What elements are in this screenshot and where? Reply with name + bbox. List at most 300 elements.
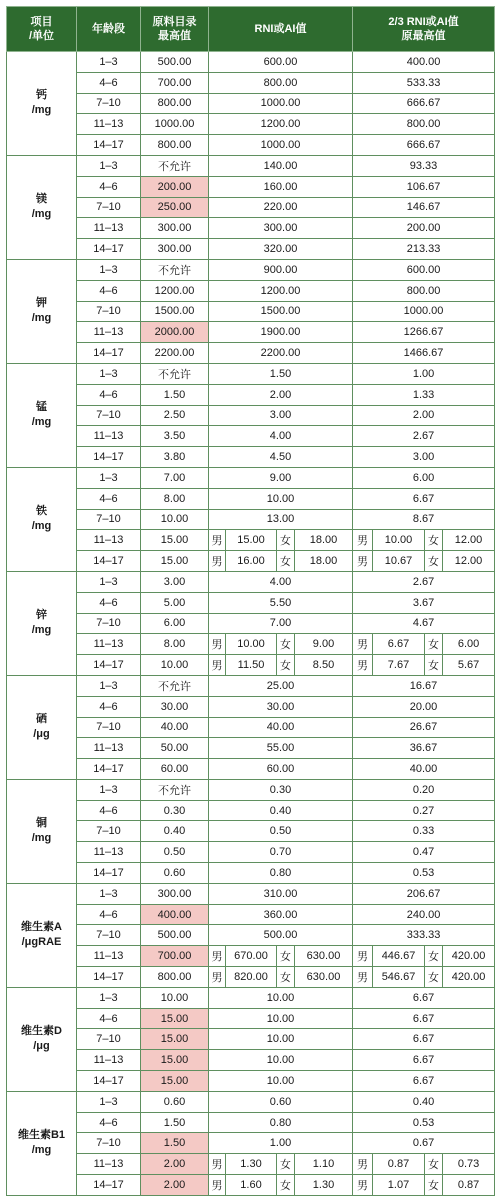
rni-cell: 1.50 <box>209 363 353 384</box>
nutrient-name: 硒 /μg <box>7 675 77 779</box>
sex-label-female: 女 <box>277 634 295 655</box>
sex-label-female: 女 <box>425 655 443 676</box>
sex-label-female: 女 <box>425 530 443 551</box>
rni-cell: 300.00 <box>209 218 353 239</box>
table-row <box>7 967 495 988</box>
table-row <box>7 135 495 156</box>
raw-max-cell: 10.00 <box>141 655 209 676</box>
raw-max-cell: 8.00 <box>141 488 209 509</box>
two-thirds-cell: 93.33 <box>353 155 495 176</box>
age-cell: 4–6 <box>77 488 141 509</box>
two-thirds-cell: 800.00 <box>353 280 495 301</box>
rni-cell: 25.00 <box>209 675 353 696</box>
table-row <box>7 883 495 904</box>
rni-cell: 4.50 <box>209 447 353 468</box>
rni-cell: 0.60 <box>209 1091 353 1112</box>
raw-max-cell: 15.00 <box>141 551 209 572</box>
rni-cell: 55.00 <box>209 738 353 759</box>
rni-male-cell: 820.00 <box>226 967 277 988</box>
table-row <box>7 155 495 176</box>
two-thirds-cell: 0.67 <box>353 1133 495 1154</box>
two-thirds-cell: 6.67 <box>353 987 495 1008</box>
two-thirds-male-cell: 6.67 <box>373 634 425 655</box>
sex-label-male: 男 <box>209 655 226 676</box>
raw-max-cell: 1.50 <box>141 1112 209 1133</box>
table-row <box>7 779 495 800</box>
age-cell: 1–3 <box>77 987 141 1008</box>
age-cell: 4–6 <box>77 592 141 613</box>
two-thirds-cell: 26.67 <box>353 717 495 738</box>
rni-female-cell: 9.00 <box>295 634 353 655</box>
two-thirds-cell: 0.47 <box>353 842 495 863</box>
two-thirds-cell: 3.00 <box>353 447 495 468</box>
rni-cell: 0.70 <box>209 842 353 863</box>
two-thirds-cell: 36.67 <box>353 738 495 759</box>
nutrient-name: 铜 /mg <box>7 779 77 883</box>
two-thirds-cell: 600.00 <box>353 259 495 280</box>
table-row <box>7 1029 495 1050</box>
rni-female-cell: 18.00 <box>295 551 353 572</box>
rni-cell: 160.00 <box>209 176 353 197</box>
two-thirds-cell: 106.67 <box>353 176 495 197</box>
table-row <box>7 114 495 135</box>
sex-label-female: 女 <box>277 967 295 988</box>
nutrient-table <box>6 6 495 1196</box>
sex-label-female: 女 <box>425 1154 443 1175</box>
raw-max-cell: 800.00 <box>141 967 209 988</box>
sex-label-female: 女 <box>425 1175 443 1196</box>
raw-max-cell: 2.50 <box>141 405 209 426</box>
rni-cell: 10.00 <box>209 1029 353 1050</box>
raw-max-cell: 不允许 <box>141 675 209 696</box>
two-thirds-female-cell: 420.00 <box>443 946 495 967</box>
two-thirds-cell: 6.67 <box>353 1050 495 1071</box>
two-thirds-cell: 6.67 <box>353 1029 495 1050</box>
age-cell: 11–13 <box>77 1154 141 1175</box>
raw-max-cell: 2000.00 <box>141 322 209 343</box>
sex-label-female: 女 <box>277 530 295 551</box>
raw-max-cell: 3.00 <box>141 571 209 592</box>
sex-label-male: 男 <box>353 530 373 551</box>
two-thirds-male-cell: 0.87 <box>373 1154 425 1175</box>
table-row <box>7 759 495 780</box>
age-cell: 1–3 <box>77 779 141 800</box>
age-cell: 4–6 <box>77 800 141 821</box>
table-row <box>7 1091 495 1112</box>
rni-cell: 1200.00 <box>209 114 353 135</box>
age-cell: 1–3 <box>77 1091 141 1112</box>
two-thirds-male-cell: 446.67 <box>373 946 425 967</box>
age-cell: 11–13 <box>77 738 141 759</box>
rni-cell: 0.80 <box>209 863 353 884</box>
raw-max-cell: 3.80 <box>141 447 209 468</box>
raw-max-cell: 15.00 <box>141 1050 209 1071</box>
age-cell: 11–13 <box>77 634 141 655</box>
age-cell: 7–10 <box>77 925 141 946</box>
raw-max-cell: 6.00 <box>141 613 209 634</box>
rni-cell: 9.00 <box>209 467 353 488</box>
age-cell: 11–13 <box>77 426 141 447</box>
two-thirds-cell: 1466.67 <box>353 343 495 364</box>
age-cell: 14–17 <box>77 551 141 572</box>
raw-max-cell: 200.00 <box>141 176 209 197</box>
two-thirds-cell: 240.00 <box>353 904 495 925</box>
raw-max-cell: 0.50 <box>141 842 209 863</box>
age-cell: 1–3 <box>77 363 141 384</box>
two-thirds-male-cell: 546.67 <box>373 967 425 988</box>
table-row <box>7 1008 495 1029</box>
table-row <box>7 52 495 73</box>
raw-max-cell: 0.30 <box>141 800 209 821</box>
two-thirds-cell: 146.67 <box>353 197 495 218</box>
table-row <box>7 634 495 655</box>
header-item: 项目 /单位 <box>7 7 77 52</box>
age-cell: 4–6 <box>77 280 141 301</box>
table-row <box>7 467 495 488</box>
raw-max-cell: 700.00 <box>141 72 209 93</box>
table-row <box>7 1071 495 1092</box>
rni-cell: 600.00 <box>209 52 353 73</box>
sex-label-male: 男 <box>353 946 373 967</box>
age-cell: 7–10 <box>77 509 141 530</box>
rni-cell: 13.00 <box>209 509 353 530</box>
two-thirds-female-cell: 420.00 <box>443 967 495 988</box>
table-row <box>7 987 495 1008</box>
age-cell: 11–13 <box>77 946 141 967</box>
two-thirds-cell: 6.00 <box>353 467 495 488</box>
two-thirds-cell: 6.67 <box>353 1008 495 1029</box>
raw-max-cell: 0.60 <box>141 863 209 884</box>
age-cell: 14–17 <box>77 1175 141 1196</box>
two-thirds-cell: 400.00 <box>353 52 495 73</box>
rni-cell: 0.80 <box>209 1112 353 1133</box>
two-thirds-cell: 333.33 <box>353 925 495 946</box>
raw-max-cell: 300.00 <box>141 883 209 904</box>
sex-label-male: 男 <box>353 551 373 572</box>
nutrient-name: 钾 /mg <box>7 259 77 363</box>
table-row <box>7 613 495 634</box>
two-thirds-cell: 1.33 <box>353 384 495 405</box>
sex-label-female: 女 <box>277 551 295 572</box>
age-cell: 14–17 <box>77 343 141 364</box>
table-row <box>7 259 495 280</box>
rni-male-cell: 16.00 <box>226 551 277 572</box>
two-thirds-cell: 20.00 <box>353 696 495 717</box>
rni-cell: 140.00 <box>209 155 353 176</box>
age-cell: 4–6 <box>77 72 141 93</box>
table-row <box>7 1133 495 1154</box>
raw-max-cell: 不允许 <box>141 259 209 280</box>
two-thirds-cell: 0.53 <box>353 1112 495 1133</box>
table-row <box>7 322 495 343</box>
rni-cell: 10.00 <box>209 987 353 1008</box>
two-thirds-cell: 6.67 <box>353 1071 495 1092</box>
table-row <box>7 176 495 197</box>
sex-label-female: 女 <box>277 1175 295 1196</box>
age-cell: 14–17 <box>77 759 141 780</box>
sex-label-male: 男 <box>353 1154 373 1175</box>
two-thirds-cell: 0.40 <box>353 1091 495 1112</box>
table-row <box>7 1050 495 1071</box>
sex-label-male: 男 <box>353 967 373 988</box>
table-row <box>7 72 495 93</box>
age-cell: 1–3 <box>77 675 141 696</box>
table-row <box>7 863 495 884</box>
age-cell: 1–3 <box>77 467 141 488</box>
table-row <box>7 405 495 426</box>
raw-max-cell: 800.00 <box>141 135 209 156</box>
two-thirds-cell: 40.00 <box>353 759 495 780</box>
table-row <box>7 280 495 301</box>
raw-max-cell: 40.00 <box>141 717 209 738</box>
table-row <box>7 218 495 239</box>
table-row <box>7 696 495 717</box>
rni-cell: 1000.00 <box>209 93 353 114</box>
rni-female-cell: 630.00 <box>295 967 353 988</box>
sex-label-male: 男 <box>209 634 226 655</box>
rni-male-cell: 10.00 <box>226 634 277 655</box>
age-cell: 1–3 <box>77 52 141 73</box>
age-cell: 14–17 <box>77 135 141 156</box>
nutrient-name: 锌 /mg <box>7 571 77 675</box>
two-thirds-cell: 2.67 <box>353 426 495 447</box>
nutrient-name: 锰 /mg <box>7 363 77 467</box>
rni-female-cell: 1.30 <box>295 1175 353 1196</box>
two-thirds-male-cell: 1.07 <box>373 1175 425 1196</box>
raw-max-cell: 800.00 <box>141 93 209 114</box>
raw-max-cell: 0.40 <box>141 821 209 842</box>
table-row <box>7 384 495 405</box>
two-thirds-male-cell: 10.00 <box>373 530 425 551</box>
rni-cell: 5.50 <box>209 592 353 613</box>
age-cell: 1–3 <box>77 155 141 176</box>
table-row <box>7 675 495 696</box>
raw-max-cell: 不允许 <box>141 155 209 176</box>
raw-max-cell: 15.00 <box>141 1071 209 1092</box>
age-cell: 1–3 <box>77 571 141 592</box>
rni-cell: 1.00 <box>209 1133 353 1154</box>
rni-cell: 220.00 <box>209 197 353 218</box>
nutrient-name: 维生素A /μgRAE <box>7 883 77 987</box>
sex-label-female: 女 <box>277 1154 295 1175</box>
age-cell: 7–10 <box>77 93 141 114</box>
two-thirds-male-cell: 10.67 <box>373 551 425 572</box>
raw-max-cell: 5.00 <box>141 592 209 613</box>
table-row <box>7 821 495 842</box>
table-row <box>7 717 495 738</box>
table-row <box>7 571 495 592</box>
table-row <box>7 946 495 967</box>
rni-cell: 10.00 <box>209 1050 353 1071</box>
raw-max-cell: 1.50 <box>141 1133 209 1154</box>
age-cell: 4–6 <box>77 696 141 717</box>
header-raw-max: 原料目录 最高值 <box>141 7 209 52</box>
rni-cell: 10.00 <box>209 1071 353 1092</box>
rni-cell: 40.00 <box>209 717 353 738</box>
raw-max-cell: 300.00 <box>141 218 209 239</box>
two-thirds-cell: 16.67 <box>353 675 495 696</box>
age-cell: 7–10 <box>77 613 141 634</box>
age-cell: 14–17 <box>77 863 141 884</box>
raw-max-cell: 50.00 <box>141 738 209 759</box>
rni-cell: 7.00 <box>209 613 353 634</box>
raw-max-cell: 700.00 <box>141 946 209 967</box>
age-cell: 4–6 <box>77 176 141 197</box>
age-cell: 7–10 <box>77 717 141 738</box>
rni-cell: 1500.00 <box>209 301 353 322</box>
sex-label-female: 女 <box>277 655 295 676</box>
age-cell: 11–13 <box>77 114 141 135</box>
header-rni: RNI或AI值 <box>209 7 353 52</box>
two-thirds-cell: 0.20 <box>353 779 495 800</box>
rni-cell: 4.00 <box>209 426 353 447</box>
sex-label-male: 男 <box>209 530 226 551</box>
table-row <box>7 551 495 572</box>
rni-cell: 310.00 <box>209 883 353 904</box>
age-cell: 7–10 <box>77 1029 141 1050</box>
age-cell: 4–6 <box>77 904 141 925</box>
age-cell: 4–6 <box>77 384 141 405</box>
rni-cell: 320.00 <box>209 239 353 260</box>
rni-male-cell: 15.00 <box>226 530 277 551</box>
raw-max-cell: 250.00 <box>141 197 209 218</box>
rni-cell: 0.50 <box>209 821 353 842</box>
age-cell: 11–13 <box>77 322 141 343</box>
two-thirds-cell: 4.67 <box>353 613 495 634</box>
age-cell: 7–10 <box>77 405 141 426</box>
raw-max-cell: 10.00 <box>141 509 209 530</box>
two-thirds-cell: 3.67 <box>353 592 495 613</box>
two-thirds-female-cell: 6.00 <box>443 634 495 655</box>
rni-cell: 10.00 <box>209 1008 353 1029</box>
two-thirds-cell: 666.67 <box>353 93 495 114</box>
age-cell: 11–13 <box>77 1050 141 1071</box>
age-cell: 7–10 <box>77 821 141 842</box>
nutrient-name: 维生素B1 /mg <box>7 1091 77 1195</box>
raw-max-cell: 10.00 <box>141 987 209 1008</box>
two-thirds-male-cell: 7.67 <box>373 655 425 676</box>
table-row <box>7 447 495 468</box>
two-thirds-cell: 2.67 <box>353 571 495 592</box>
raw-max-cell: 15.00 <box>141 1029 209 1050</box>
raw-max-cell: 60.00 <box>141 759 209 780</box>
rni-cell: 2200.00 <box>209 343 353 364</box>
raw-max-cell: 1.50 <box>141 384 209 405</box>
table-row <box>7 197 495 218</box>
two-thirds-female-cell: 12.00 <box>443 551 495 572</box>
rni-male-cell: 1.30 <box>226 1154 277 1175</box>
two-thirds-female-cell: 0.87 <box>443 1175 495 1196</box>
table-row <box>7 93 495 114</box>
two-thirds-cell: 213.33 <box>353 239 495 260</box>
rni-male-cell: 670.00 <box>226 946 277 967</box>
rni-cell: 30.00 <box>209 696 353 717</box>
two-thirds-cell: 1.00 <box>353 363 495 384</box>
rni-cell: 0.30 <box>209 779 353 800</box>
table-row <box>7 363 495 384</box>
raw-max-cell: 不允许 <box>141 363 209 384</box>
two-thirds-cell: 0.27 <box>353 800 495 821</box>
age-cell: 4–6 <box>77 1112 141 1133</box>
rni-female-cell: 1.10 <box>295 1154 353 1175</box>
table-row <box>7 301 495 322</box>
age-cell: 7–10 <box>77 197 141 218</box>
two-thirds-female-cell: 12.00 <box>443 530 495 551</box>
table-row <box>7 655 495 676</box>
age-cell: 7–10 <box>77 1133 141 1154</box>
age-cell: 11–13 <box>77 842 141 863</box>
table-row <box>7 800 495 821</box>
rni-cell: 60.00 <box>209 759 353 780</box>
table-header-row <box>7 7 495 52</box>
two-thirds-cell: 6.67 <box>353 488 495 509</box>
nutrient-name: 镁 /mg <box>7 155 77 259</box>
sex-label-male: 男 <box>209 946 226 967</box>
two-thirds-cell: 200.00 <box>353 218 495 239</box>
two-thirds-cell: 8.67 <box>353 509 495 530</box>
table-row <box>7 842 495 863</box>
table-row <box>7 1112 495 1133</box>
two-thirds-cell: 666.67 <box>353 135 495 156</box>
sex-label-male: 男 <box>209 967 226 988</box>
two-thirds-cell: 1000.00 <box>353 301 495 322</box>
rni-male-cell: 1.60 <box>226 1175 277 1196</box>
rni-cell: 4.00 <box>209 571 353 592</box>
raw-max-cell: 1500.00 <box>141 301 209 322</box>
rni-cell: 800.00 <box>209 72 353 93</box>
raw-max-cell: 500.00 <box>141 925 209 946</box>
rni-cell: 0.40 <box>209 800 353 821</box>
rni-female-cell: 18.00 <box>295 530 353 551</box>
age-cell: 11–13 <box>77 530 141 551</box>
header-age: 年龄段 <box>77 7 141 52</box>
raw-max-cell: 1000.00 <box>141 114 209 135</box>
raw-max-cell: 8.00 <box>141 634 209 655</box>
rni-cell: 1200.00 <box>209 280 353 301</box>
raw-max-cell: 300.00 <box>141 239 209 260</box>
age-cell: 7–10 <box>77 301 141 322</box>
table-row <box>7 1154 495 1175</box>
rni-cell: 360.00 <box>209 904 353 925</box>
raw-max-cell: 30.00 <box>141 696 209 717</box>
rni-cell: 900.00 <box>209 259 353 280</box>
sex-label-male: 男 <box>209 1154 226 1175</box>
age-cell: 1–3 <box>77 883 141 904</box>
rni-cell: 2.00 <box>209 384 353 405</box>
nutrient-name: 维生素D /μg <box>7 987 77 1091</box>
two-thirds-cell: 0.53 <box>353 863 495 884</box>
table-row <box>7 592 495 613</box>
age-cell: 1–3 <box>77 259 141 280</box>
age-cell: 14–17 <box>77 1071 141 1092</box>
raw-max-cell: 不允许 <box>141 779 209 800</box>
sex-label-female: 女 <box>425 946 443 967</box>
table-row <box>7 738 495 759</box>
two-thirds-female-cell: 5.67 <box>443 655 495 676</box>
raw-max-cell: 0.60 <box>141 1091 209 1112</box>
two-thirds-cell: 0.33 <box>353 821 495 842</box>
raw-max-cell: 400.00 <box>141 904 209 925</box>
raw-max-cell: 1200.00 <box>141 280 209 301</box>
rni-male-cell: 11.50 <box>226 655 277 676</box>
sex-label-female: 女 <box>425 634 443 655</box>
raw-max-cell: 2200.00 <box>141 343 209 364</box>
table-row <box>7 530 495 551</box>
two-thirds-cell: 800.00 <box>353 114 495 135</box>
table-row <box>7 925 495 946</box>
sex-label-female: 女 <box>277 946 295 967</box>
raw-max-cell: 7.00 <box>141 467 209 488</box>
